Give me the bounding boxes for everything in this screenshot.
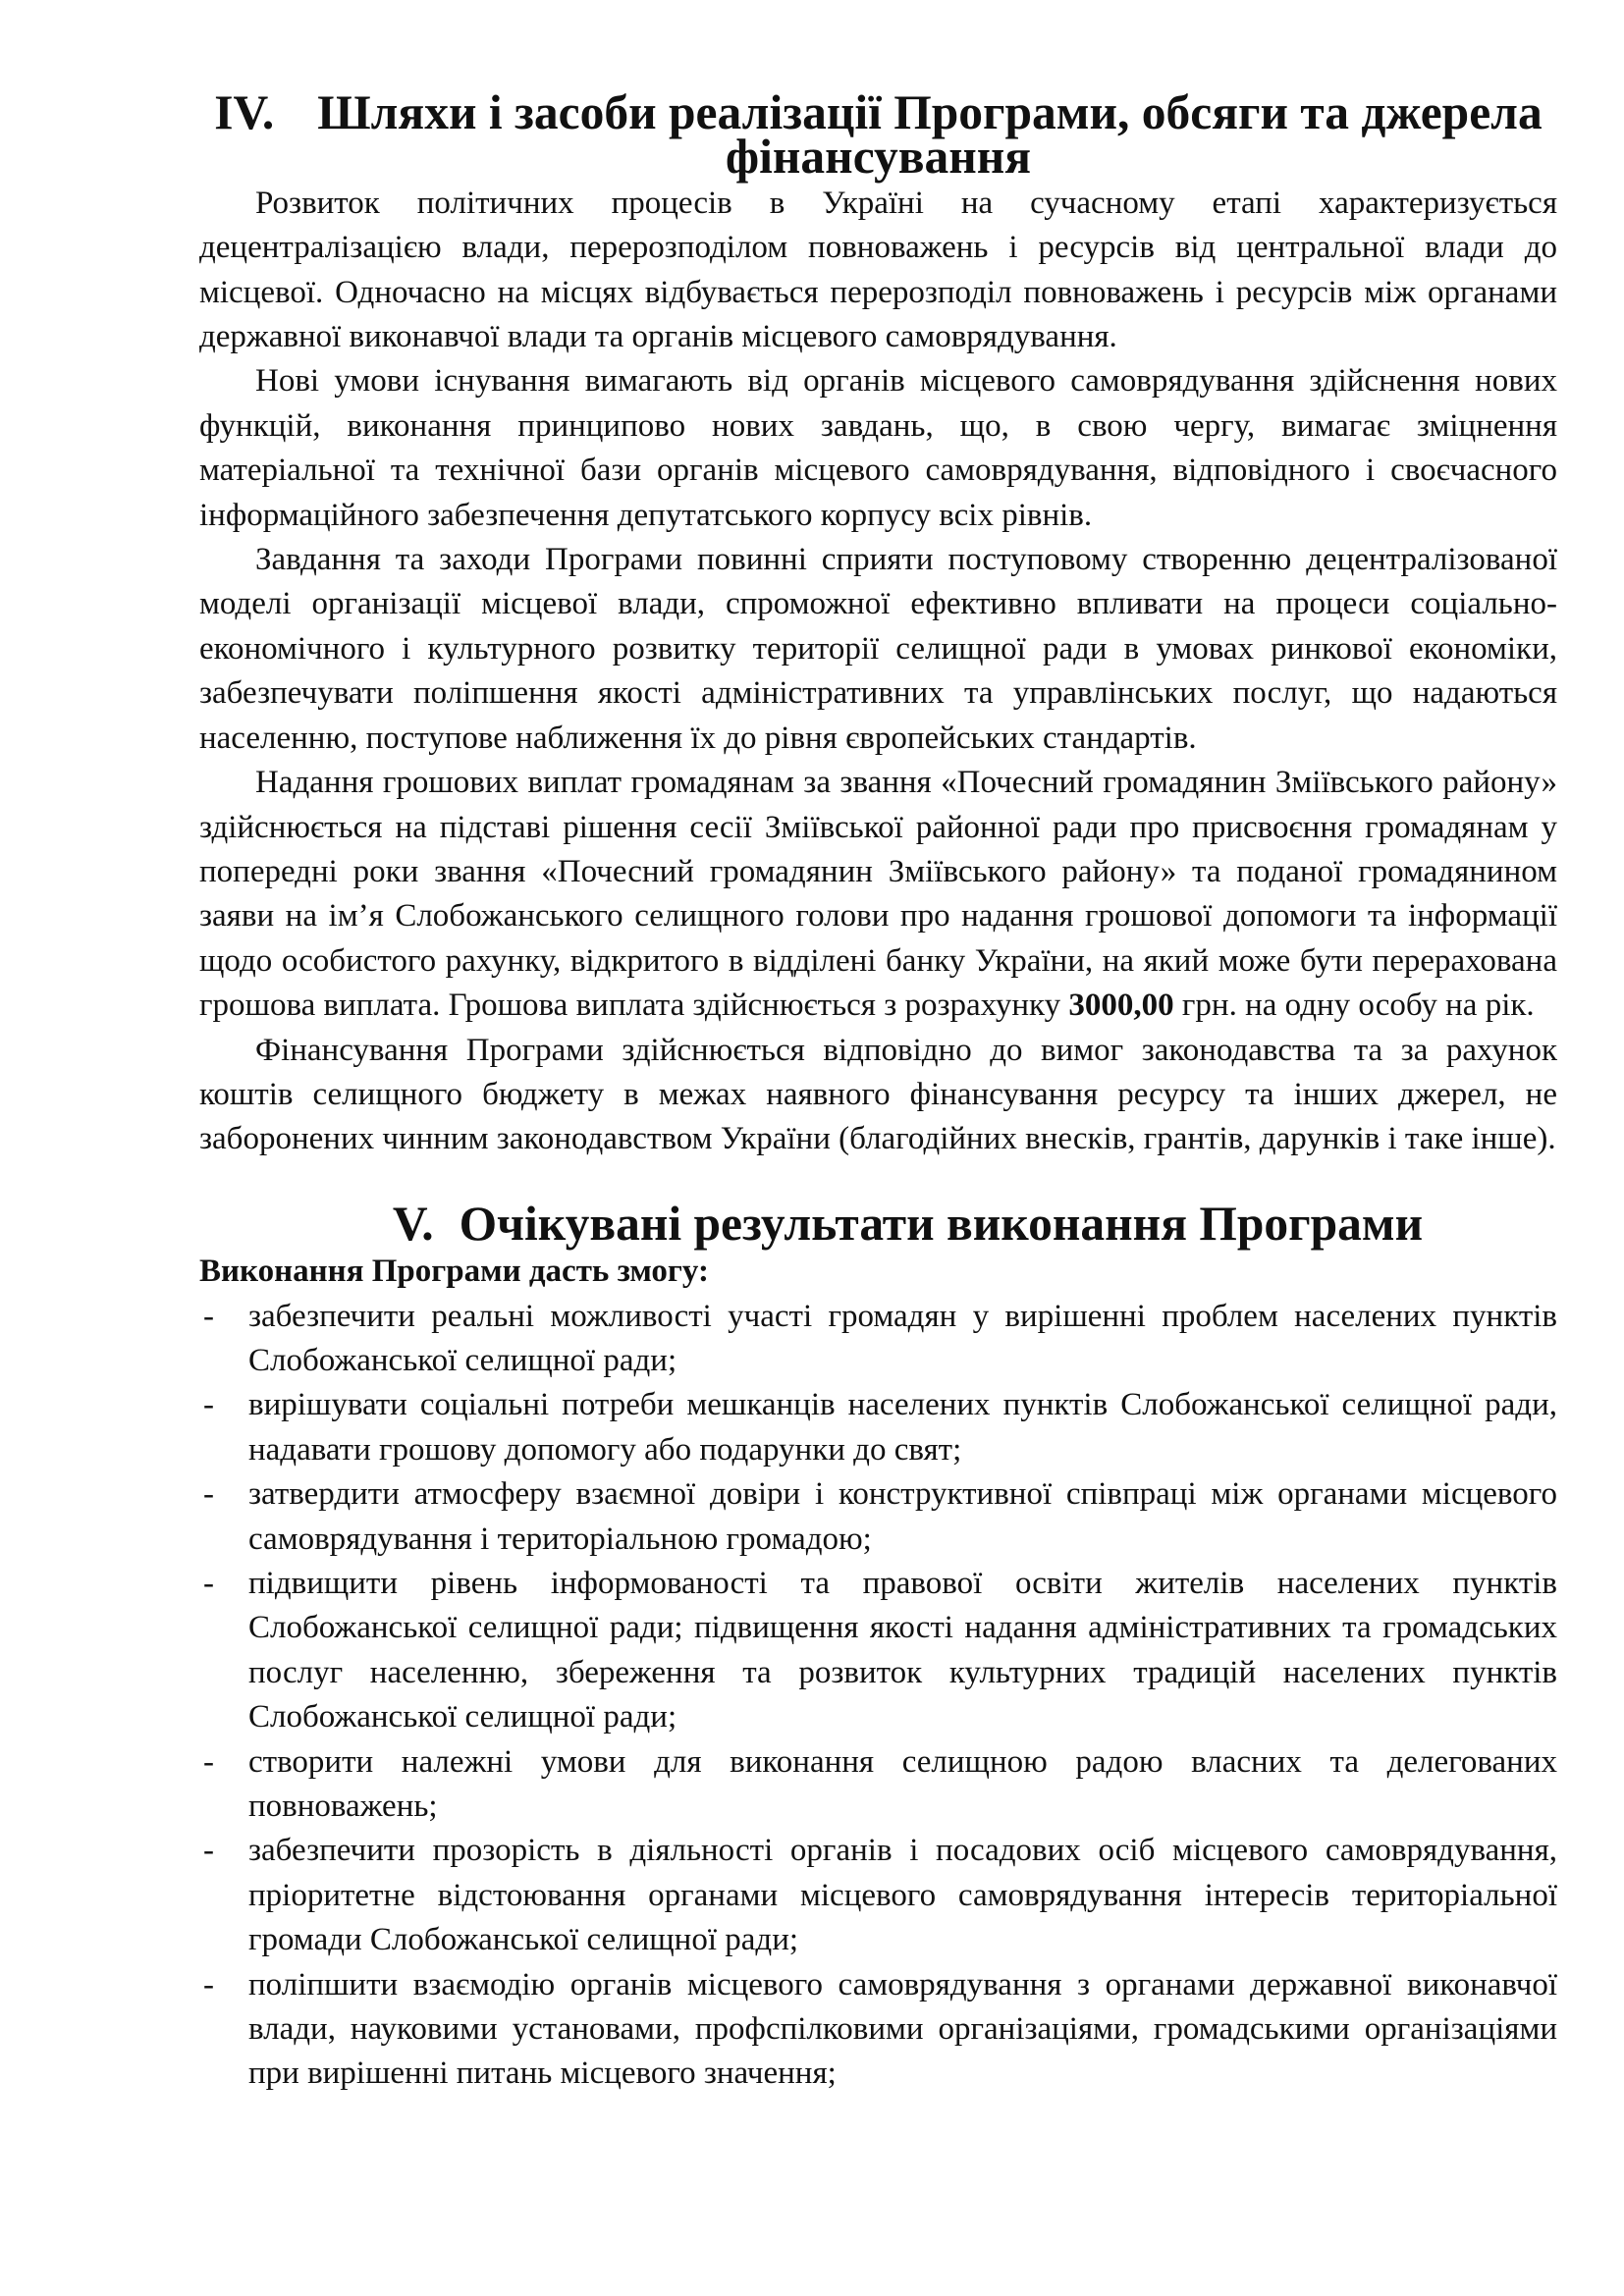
payment-text-before: Надання грошових виплат громадянам за звання «Почесний громадянин Зміївського району» здійснюється на підставі рішення сесії Зміївської районної ради про присвоєння громадянам у попередні роки звання «Почесний громадянин Зміївського району» та поданої громадянином заяви на ім’я Слобожанського селищного голови про надання грошової допомоги та інформації щодо особистого рахунку, відкритого в відділені банку України, на який може бути перерахована грошова виплата. Грошова виплата здійснюється з розрахунку [199,765,1557,1024]
section-5-title: Очікувані результати виконання Програми [459,1196,1424,1251]
bullet-dash: - [203,1476,214,1513]
section-5-heading [199,1196,1557,1251]
results-subheading: Виконання Програми дасть змогу: [199,1254,709,1290]
list-item-text: забезпечити прозорість в діяльності органів і посадових осіб місцевого самоврядування, пріоритетне відстоювання органами місцевого самоврядування інтересів територіальної громади Слобожанської селищної ради; [248,1833,1557,1958]
bullet-dash: - [203,1833,214,1869]
payment-text-after: грн. на одну особу на рік. [1173,988,1535,1024]
list-item-text: затвердити атмосферу взаємної довіри і конструктивної співпраці між органами місцевого самоврядування і територіальною громадою; [248,1476,1557,1557]
list-item [199,1472,1557,1562]
section-4-title: Шляхи і засоби реалізації Програми, обсяги та джерела фінансування [317,85,1543,185]
paragraph-decentralization: Розвиток політичних процесів в Україні на сучасному етапі характеризується децентралізацією влади, перерозподілом повноважень і ресурсів від центральної влади до місцевої. Одночасно на місцях відбувається перерозподіл повноважень і ресурсів між органами державної виконавчої влади та органів місцевого самоврядування. [199,185,1557,355]
list-item [199,1829,1557,1962]
section-4-number: IV. [214,85,275,139]
section-4-heading [199,85,1557,185]
list-item-text: поліпшити взаємодію органів місцевого самоврядування з органами державної виконавчої влади, науковими установами, профспілковими організаціями, громадськими організаціями при вирішенні питань місцевого значення; [248,1966,1557,2092]
paragraph-program-tasks: Завдання та заходи Програми повинні сприяти поступовому створенню децентралізованої моделі організації місцевої влади, спроможної ефективно впливати на процеси соціально-економічного і культурного розвитку території селищної ради в умовах ринкової економіки, забезпечувати поліпшення якості адміністративних та управлінських послуг, що надаються населенню, поступове наближення їх до рівня європейських стандартів. [199,542,1557,756]
list-item-text: підвищити рівень інформованості та правової освіти жителів населених пунктів Слобожанської селищної ради; підвищення якості надання адміністративних та громадських послуг населенню, збереження та розвиток культурних традицій населених пунктів Слобожанської селищної ради; [248,1566,1557,1735]
bullet-dash: - [203,1387,214,1423]
list-item-text: вирішувати соціальні потреби мешканців населених пунктів Слобожанської селищної ради, надавати грошову допомогу або подарунки до свят; [248,1387,1557,1468]
paragraph-new-conditions: Нові умови існування вимагають від органів місцевого самоврядування здійснення нових функцій, виконання принципово нових завдань, що, в свою чергу, вимагає зміцнення матеріальної та технічної бази органів місцевого самоврядування, відповідного і своєчасного інформаційного забезпечення депутатського корпусу всіх рівнів. [199,363,1557,533]
paragraph-payments [199,761,1557,1028]
list-item [199,1963,1557,2097]
list-item [199,1383,1557,1472]
list-item [199,1295,1557,1384]
bullet-dash: - [203,1566,214,1601]
list-item-text: створити належні умови для виконання селищною радою власних та делегованих повноважень; [248,1743,1557,1825]
section-5-number: V. [392,1196,434,1251]
list-item [199,1740,1557,1830]
list-item [199,1562,1557,1740]
bullet-dash: - [203,1743,214,1780]
bullet-dash: - [203,1966,214,2002]
list-item-text: забезпечити реальні можливості участі громадян у вирішенні проблем населених пунктів Слобожанської селищної ради; [248,1298,1557,1378]
paragraph-financing: Фінансування Програми здійснюється відповідно до вимог законодавства та за рахунок коштів селищного бюджету в межах наявного фінансування ресурсу та інших джерел, не заборонених чинним законодавством України (благодійних внесків, грантів, дарунків і таке інше). [199,1032,1557,1157]
bullet-dash: - [203,1298,214,1334]
results-list [199,1295,1557,2097]
payment-amount: 3000,00 [1068,988,1174,1024]
